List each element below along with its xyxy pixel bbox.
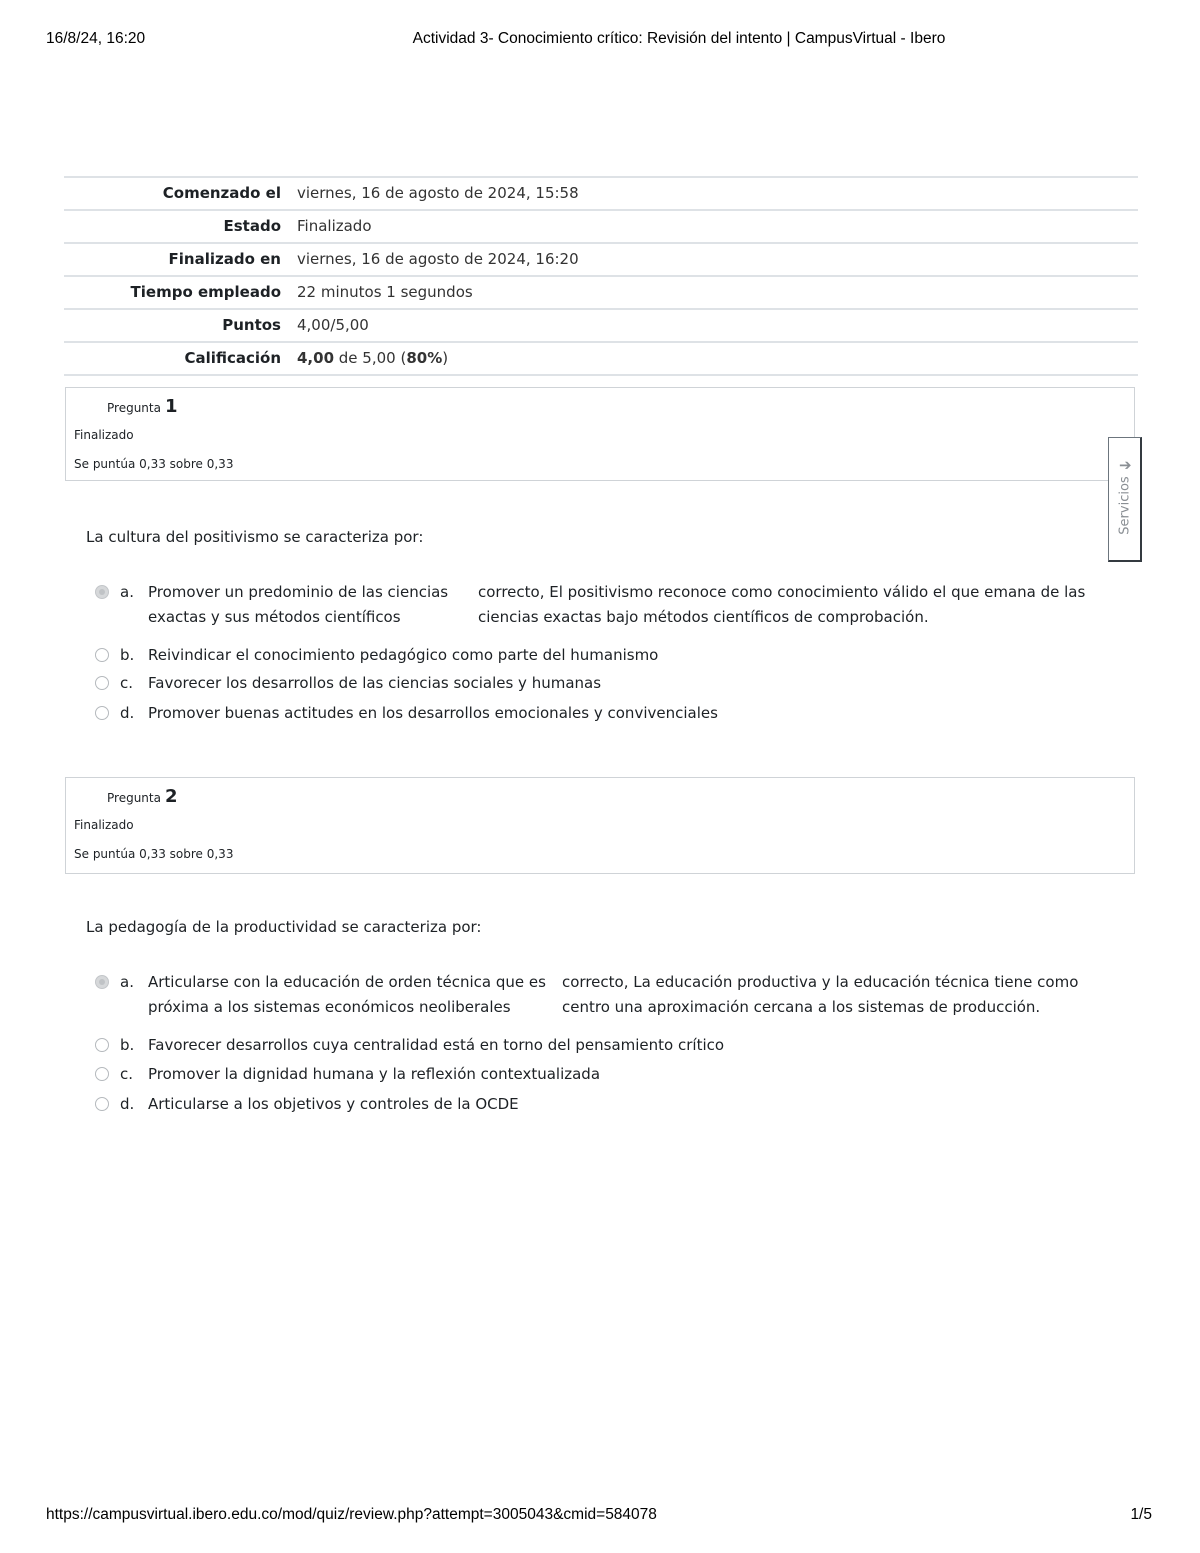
question-2-answer-b[interactable]	[95, 1033, 1095, 1058]
summary-row-marks	[64, 309, 1138, 342]
question-1-answer-b[interactable]	[95, 643, 1095, 668]
summary-row-started	[64, 177, 1138, 210]
services-label: Servicios	[1117, 476, 1133, 535]
summary-value: viernes, 16 de agosto de 2024, 16:20	[297, 250, 579, 268]
grade-middle: de 5,00 (	[334, 349, 407, 367]
radio-button[interactable]	[95, 1097, 109, 1111]
attempt-summary-table	[64, 176, 1138, 376]
answer-text-line: Promover un predominio de las ciencias	[148, 583, 449, 601]
answer-text-line: exactas y sus métodos científicos	[148, 608, 401, 626]
answer-letter: c.	[120, 674, 134, 692]
grade-percent: 80%	[406, 349, 443, 367]
question-1-answer-d[interactable]	[95, 701, 1095, 726]
print-header	[0, 30, 1200, 50]
question-number-value: 2	[164, 786, 178, 807]
radio-button[interactable]	[95, 706, 109, 720]
question-2-answer-a[interactable]	[95, 970, 1095, 1020]
answer-text: Articularse a los objetivos y controles de la OCDE	[148, 1095, 519, 1113]
question-1-text: La cultura del positivismo se caracteriza por:	[86, 528, 424, 546]
feedback-line: correcto, La educación productiva y la educación técnica tiene como	[562, 973, 1079, 991]
grade-end: )	[442, 349, 449, 367]
radio-button[interactable]	[95, 1038, 109, 1052]
question-1-info	[65, 387, 1135, 481]
summary-row-finished	[64, 243, 1138, 276]
answer-text: Favorecer desarrollos cuya centralidad está en torno del pensamiento crítico	[148, 1036, 725, 1054]
radio-button-checked[interactable]	[95, 585, 109, 599]
question-number	[107, 396, 178, 417]
grade-value	[289, 342, 1138, 375]
answer-feedback	[478, 580, 1085, 630]
radio-button[interactable]	[95, 676, 109, 690]
answer-letter: a.	[120, 583, 134, 601]
feedback-line: centro una aproximación cercana a los sistemas de producción.	[562, 998, 1041, 1016]
question-1-answer-a[interactable]	[95, 580, 1095, 630]
answer-text	[148, 580, 448, 630]
answer-text: Promover la dignidad humana y la reflexión contextualizada	[148, 1065, 601, 1083]
answer-letter: d.	[120, 704, 135, 722]
radio-button[interactable]	[95, 648, 109, 662]
summary-value: 4,00/5,00	[297, 316, 369, 334]
feedback-line: ciencias exactas bajo métodos científicos de comprobación.	[478, 608, 929, 626]
question-2-answer-d[interactable]	[95, 1092, 1095, 1117]
summary-label: Estado	[223, 217, 281, 235]
summary-value: 22 minutos 1 segundos	[297, 283, 473, 301]
summary-row-grade	[64, 342, 1138, 375]
answer-letter: b.	[120, 646, 135, 664]
answer-text: Reivindicar el conocimiento pedagógico como parte del humanismo	[148, 646, 659, 664]
answer-text: Favorecer los desarrollos de las ciencias sociales y humanas	[148, 674, 602, 692]
question-number	[107, 786, 178, 807]
grade-score: 4,00	[297, 349, 335, 367]
answer-feedback	[562, 970, 1078, 1020]
question-grade: Se puntúa 0,33 sobre 0,33	[74, 847, 234, 861]
radio-button-checked[interactable]	[95, 975, 109, 989]
summary-label: Tiempo empleado	[130, 283, 281, 301]
summary-row-state	[64, 210, 1138, 243]
services-drawer-tab[interactable]	[1108, 437, 1142, 562]
question-grade: Se puntúa 0,33 sobre 0,33	[74, 457, 234, 471]
summary-label: Comenzado el	[162, 184, 281, 202]
answer-text	[148, 970, 546, 1020]
question-2-answer-c[interactable]	[95, 1062, 1095, 1087]
answer-letter: a.	[120, 973, 134, 991]
question-2-text: La pedagogía de la productividad se caracteriza por:	[86, 918, 482, 936]
print-footer	[0, 1506, 1200, 1526]
radio-button[interactable]	[95, 1067, 109, 1081]
print-page-title: Actividad 3- Conocimiento crítico: Revisión del intento | CampusVirtual - Ibero	[412, 30, 946, 47]
question-state: Finalizado	[74, 818, 134, 832]
question-1-answer-c[interactable]	[95, 671, 1095, 696]
summary-label: Puntos	[222, 316, 281, 334]
feedback-line: correcto, El positivismo reconoce como conocimiento válido el que emana de las	[478, 583, 1086, 601]
answer-letter: d.	[120, 1095, 135, 1113]
answer-text-line: Articularse con la educación de orden técnica que es	[148, 973, 546, 991]
question-2-info	[65, 777, 1135, 874]
answer-letter: b.	[120, 1036, 135, 1054]
answer-letter: c.	[120, 1065, 134, 1083]
answer-text: Promover buenas actitudes en los desarrollos emocionales y convivenciales	[148, 704, 718, 722]
arrow-right-icon: ➔	[1119, 456, 1132, 474]
print-url: https://campusvirtual.ibero.edu.co/mod/quiz/review.php?attempt=3005043&cmid=584078	[46, 1506, 657, 1523]
answer-text-line: próxima a los sistemas económicos neoliberales	[148, 998, 511, 1016]
summary-row-time-taken	[64, 276, 1138, 309]
summary-label: Calificación	[184, 349, 281, 367]
summary-value: Finalizado	[297, 217, 372, 235]
print-date: 16/8/24, 16:20	[46, 30, 146, 47]
summary-value: viernes, 16 de agosto de 2024, 15:58	[297, 184, 579, 202]
question-prefix: Pregunta	[107, 791, 161, 805]
summary-label: Finalizado en	[168, 250, 281, 268]
question-state: Finalizado	[74, 428, 134, 442]
question-number-value: 1	[164, 396, 178, 417]
question-prefix: Pregunta	[107, 401, 161, 415]
print-page-number: 1/5	[1130, 1506, 1152, 1523]
